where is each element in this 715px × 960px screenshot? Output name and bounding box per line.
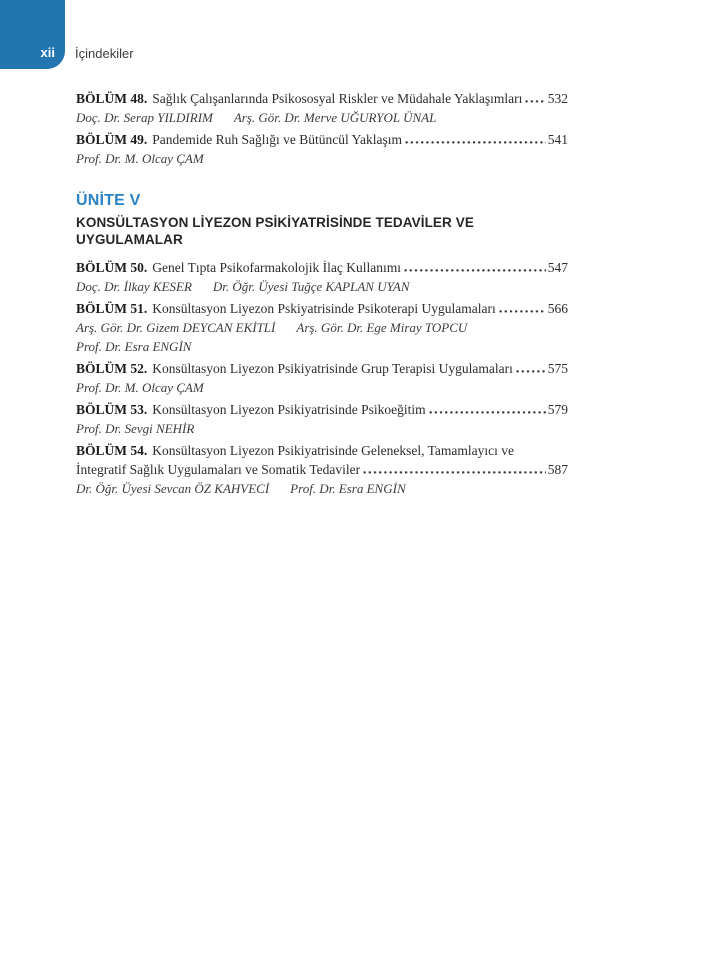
chapter-page-number: 541 [547, 132, 568, 147]
author-name: Doç. Dr. İlkay KESER [76, 279, 192, 294]
chapter-label: BÖLÜM 53. [76, 402, 148, 417]
chapter-page-number: 579 [547, 402, 568, 417]
dot-leader [363, 470, 546, 474]
chapter-authors [76, 277, 568, 296]
toc-content [76, 89, 568, 501]
page-number: xii [40, 45, 55, 60]
toc-list-pre-unit [76, 89, 568, 168]
author-name: Prof. Dr. Esra ENGİN [290, 481, 406, 496]
toc-entry-title-row-2 [76, 460, 568, 479]
toc-entry [76, 400, 568, 438]
chapter-page-number: 587 [547, 462, 568, 477]
toc-entry [76, 359, 568, 397]
toc-entry [76, 299, 568, 356]
chapter-title: Konsültasyon Liyezon Psikiyatrisinde Psikoeğitim [152, 402, 426, 417]
author-name: Arş. Gör. Dr. Merve UĞURYOL ÜNAL [233, 110, 437, 125]
author-name: Dr. Öğr. Üyesi Sevcan ÖZ KAHVECİ [76, 481, 270, 496]
unit-label: ÜNİTE V [76, 192, 141, 209]
chapter-title: Konsültasyon Liyezon Psikiyatrisinde Grup Terapisi Uygulamaları [152, 361, 513, 376]
toc-entry-title-row [76, 400, 568, 419]
dot-leader [516, 369, 546, 373]
dot-leader [429, 410, 546, 414]
unit-header [76, 192, 568, 248]
toc-entry-title-row [76, 299, 568, 318]
chapter-title-line2: İntegratif Sağlık Uygulamaları ve Somatik Tedaviler [76, 462, 361, 477]
dot-leader [405, 140, 546, 144]
chapter-authors [76, 419, 568, 438]
author-name: Doç. Dr. Serap YILDIRIM [76, 110, 213, 125]
toc-entry-title-row [76, 89, 568, 108]
unit-title: KONSÜLTASYON LİYEZON PSİKİYATRİSİNDE TEDAVİLER VE UYGULAMALAR [76, 215, 474, 247]
chapter-authors [76, 318, 568, 356]
chapter-title: Konsültasyon Liyezon Psikiyatrisinde Geleneksel, Tamamlayıcı ve [152, 443, 514, 458]
chapter-page-number: 532 [547, 91, 568, 106]
chapter-title: Sağlık Çalışanlarında Psikososyal Riskler ve Müdahale Yaklaşımları [152, 91, 523, 106]
toc-entry-title-row [76, 441, 568, 460]
author-name: Arş. Gör. Dr. Ege Miray TOPCU [296, 320, 468, 335]
author-name: Prof. Dr. M. Olcay ÇAM [76, 151, 204, 166]
chapter-page-number: 566 [547, 301, 568, 316]
chapter-label: BÖLÜM 50. [76, 260, 148, 275]
chapter-authors [76, 108, 568, 127]
toc-entry [76, 130, 568, 168]
chapter-label: BÖLÜM 54. [76, 443, 148, 458]
chapter-page-number: 575 [547, 361, 568, 376]
dot-leader [499, 309, 546, 313]
chapter-title: Genel Tıpta Psikofarmakolojik İlaç Kullanımı [152, 260, 401, 275]
toc-entry [76, 258, 568, 296]
author-name: Arş. Gör. Dr. Gizem DEYCAN EKİTLİ [76, 320, 276, 335]
chapter-authors [76, 378, 568, 397]
dot-leader [525, 99, 545, 103]
toc-list-unit [76, 258, 568, 498]
chapter-title: Konsültasyon Liyezon Pskiyatrisinde Psikoterapi Uygulamaları [152, 301, 496, 316]
chapter-label: BÖLÜM 52. [76, 361, 148, 376]
chapter-label: BÖLÜM 51. [76, 301, 148, 316]
toc-entry [76, 89, 568, 127]
chapter-authors [76, 479, 568, 498]
chapter-label: BÖLÜM 48. [76, 91, 148, 106]
author-name: Prof. Dr. M. Olcay ÇAM [76, 380, 204, 395]
chapter-title: Pandemide Ruh Sağlığı ve Bütüncül Yaklaşım [152, 132, 403, 147]
toc-entry-title-row [76, 130, 568, 149]
toc-entry-title-row [76, 258, 568, 277]
author-name: Prof. Dr. Sevgi NEHİR [76, 421, 195, 436]
chapter-page-number: 547 [547, 260, 568, 275]
author-name: Dr. Öğr. Üyesi Tuğçe KAPLAN UYAN [212, 279, 410, 294]
toc-entry-title-row [76, 359, 568, 378]
header-title: İçindekiler [75, 46, 134, 61]
chapter-authors [76, 149, 568, 168]
dot-leader [404, 268, 546, 272]
toc-entry [76, 441, 568, 498]
chapter-label: BÖLÜM 49. [76, 132, 148, 147]
header-page-tab [0, 0, 65, 69]
author-name: Prof. Dr. Esra ENGİN [76, 339, 192, 354]
